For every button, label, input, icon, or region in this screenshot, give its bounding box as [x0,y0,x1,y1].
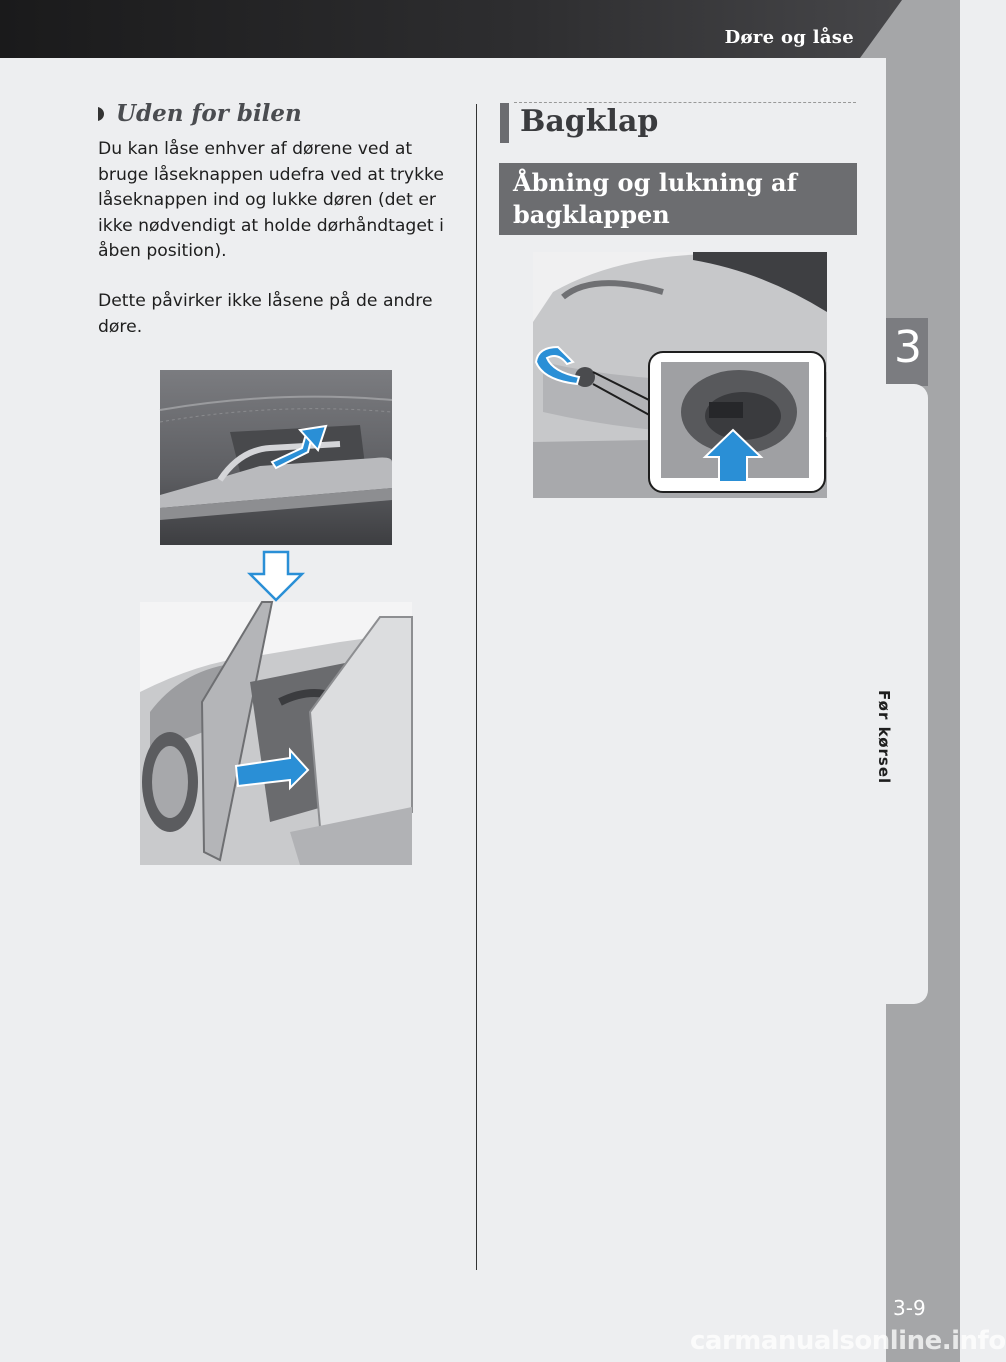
chapter-number: 3 [894,322,922,373]
section-title: Bagklap [520,104,659,139]
subheading-marker-icon [98,107,108,121]
down-arrow-icon [248,550,304,602]
watermark: carmanualsonline.info [690,1326,1006,1356]
subheading [98,100,458,127]
tailgate-illustration [533,252,827,498]
paragraph-1: Du kan låse enhver af dørene ved at bruge låseknappen udefra ved at trykke låseknappen ind og lukke døren (det er ikke nødvendigt at holde dørhåndtaget i åben position). [98,139,444,262]
page-number: 3-9 [893,1296,926,1320]
left-column [98,100,458,364]
door-handle-illustration [160,370,392,545]
column-divider [476,104,477,1270]
subsection-box [499,163,857,235]
header-title: Døre og låse [724,27,854,48]
chapter-label-text: Før kørsel [875,690,893,785]
dotted-rule [514,102,856,103]
subsection-title: Åbning og lukning af bagklappen [513,168,797,229]
subheading-text: Uden for bilen [116,100,302,127]
section-marker [500,103,509,143]
paragraph-2: Dette påvirker ikke låsene på de andre døre. [98,290,433,337]
open-door-illustration [140,602,412,865]
